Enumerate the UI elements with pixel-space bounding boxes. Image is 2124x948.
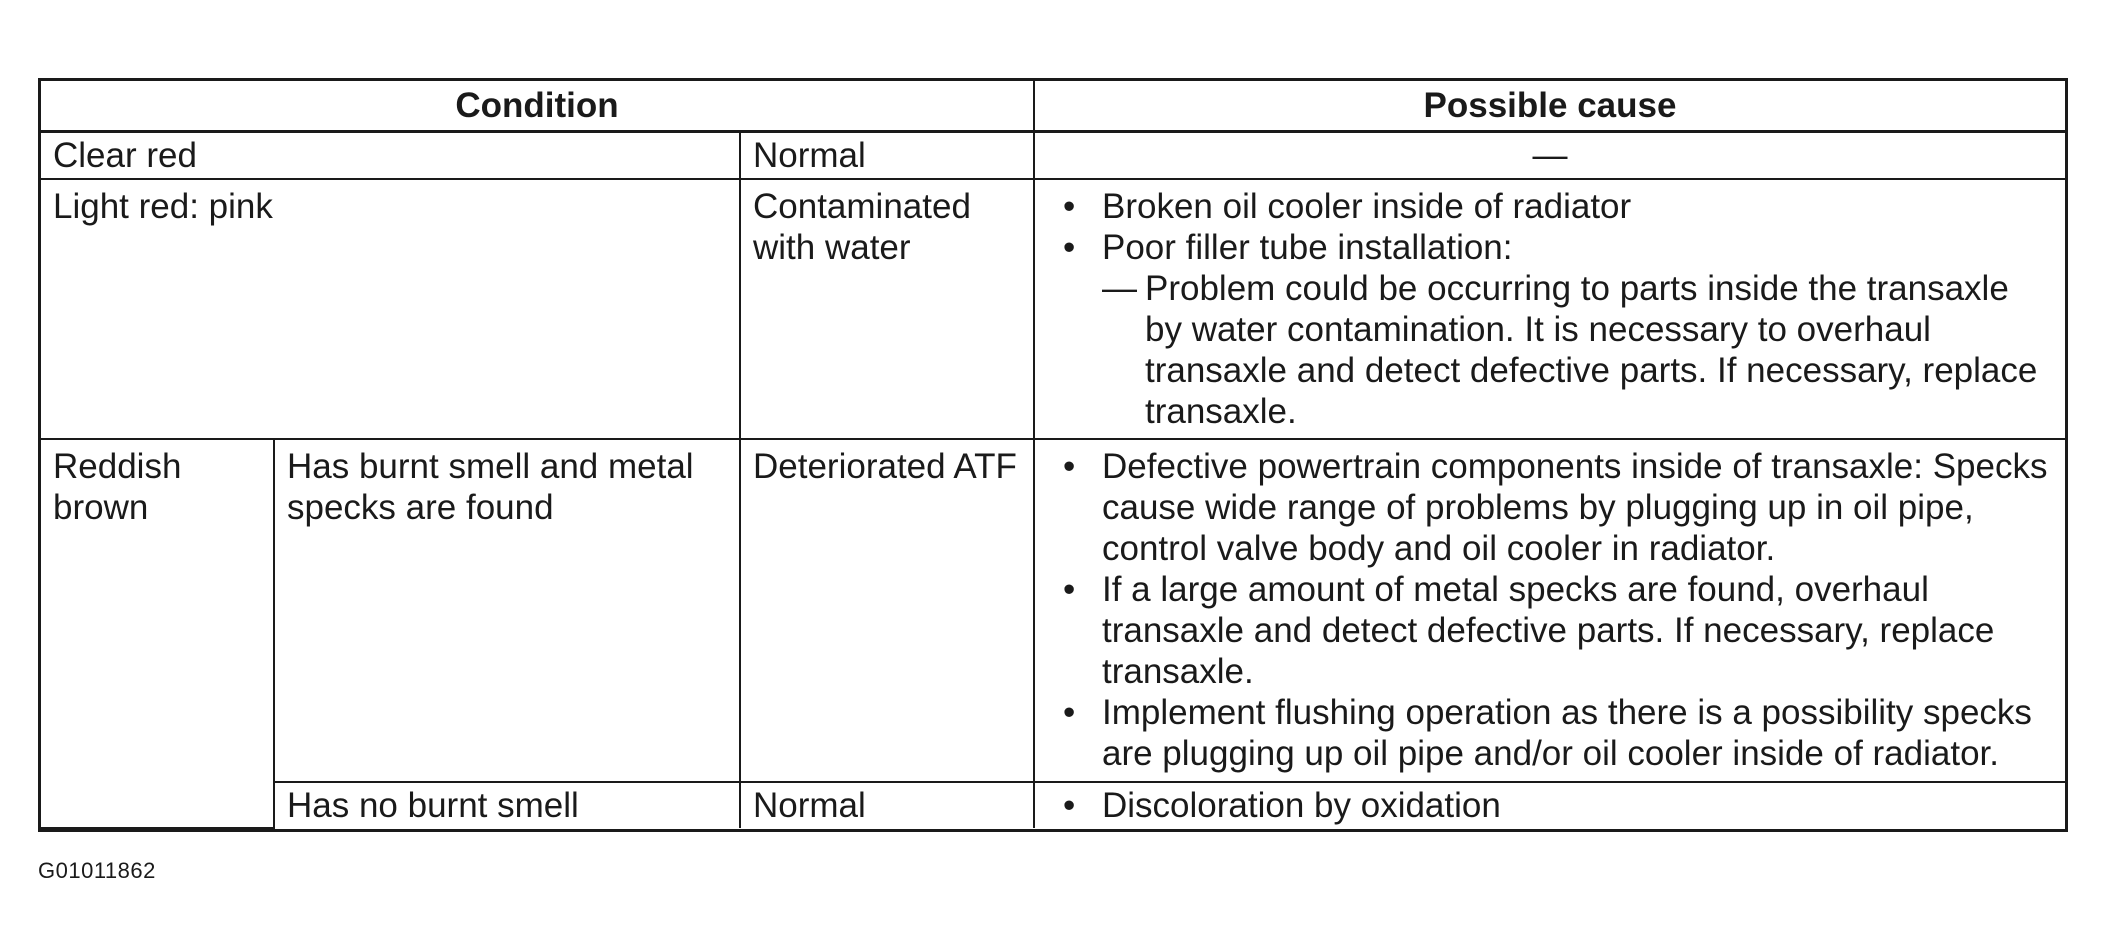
cause-list bbox=[1047, 785, 2053, 826]
condition-cell: Light red: pink bbox=[41, 179, 740, 439]
state-cell: Deteriorated ATF bbox=[740, 439, 1034, 781]
header-possible-cause: Possible cause bbox=[1034, 81, 2065, 132]
cause-cell bbox=[1034, 439, 2065, 781]
cause-list bbox=[1047, 446, 2053, 774]
table-row bbox=[41, 439, 2065, 781]
state-cell: Normal bbox=[740, 132, 1034, 180]
table-header-row bbox=[41, 81, 2065, 132]
cause-cell bbox=[1034, 782, 2065, 828]
detail-cell: Has burnt smell and metal specks are found bbox=[274, 439, 740, 781]
cause-item: • If a large amount of metal specks are found, overhaul transaxle and detect defective parts. If necessary, replace transaxle. bbox=[1047, 569, 2053, 692]
cause-item: • Discoloration by oxidation bbox=[1047, 785, 2053, 826]
cause-item: • Implement flushing operation as there is a possibility specks are plugging up oil pipe and/or oil cooler inside of radiator. bbox=[1047, 692, 2053, 774]
cause-item-text: Poor filler tube installation: bbox=[1102, 228, 1513, 268]
condition-cell: Reddish brown bbox=[41, 439, 274, 828]
cause-cell: — bbox=[1034, 132, 2065, 180]
header-condition: Condition bbox=[41, 81, 1034, 132]
sub-note-dash: — bbox=[1102, 269, 1137, 309]
cause-list bbox=[1047, 186, 2053, 432]
condition-cell: Clear red bbox=[41, 132, 740, 180]
sub-note-text: Problem could be occurring to parts inside the transaxle by water contamination. It is necessary to overhaul transaxle and detect defective parts. If necessary, replace transaxle. bbox=[1145, 269, 2038, 432]
table-row bbox=[41, 782, 2065, 828]
state-cell: Normal bbox=[740, 782, 1034, 828]
detail-cell: Has no burnt smell bbox=[274, 782, 740, 828]
table-row bbox=[41, 132, 2065, 180]
atf-condition-table bbox=[38, 78, 2068, 832]
cause-item: • Defective powertrain components inside of transaxle: Specks cause wide range of problems by plugging up in oil pipe, control valve body and oil cooler in radiator. bbox=[1047, 446, 2053, 569]
table-row bbox=[41, 179, 2065, 439]
state-cell: Contaminated with water bbox=[740, 179, 1034, 439]
cause-item: • Broken oil cooler inside of radiator bbox=[1047, 186, 2053, 227]
cause-cell bbox=[1034, 179, 2065, 439]
cause-item bbox=[1047, 227, 2053, 432]
cause-sub-note bbox=[1102, 268, 2053, 432]
figure-id: G01011862 bbox=[38, 858, 156, 883]
condition-table bbox=[41, 81, 2065, 829]
